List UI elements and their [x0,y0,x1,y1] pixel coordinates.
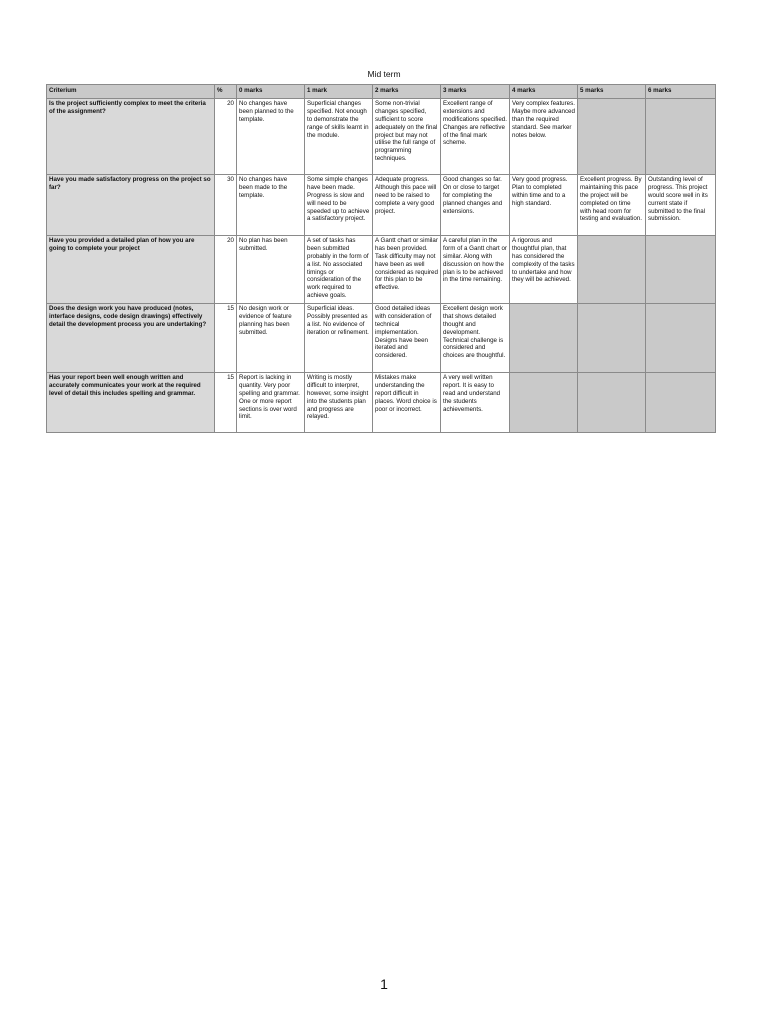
table-row [47,236,716,304]
criterion-cell: Is the project sufficiently complex to meet the criteria of the assignment? [47,99,215,175]
mark-cell: Good detailed ideas with consideration of technical implementation. Designs have been iterated and considered. [373,304,441,373]
mark-cell: Some non-trivial changes specified, sufficient to score adequately on the final project but may not utilise the full range of programming techniques. [373,99,441,175]
mark-cell: A careful plan in the form of a Gantt chart or similar. Along with discussion on how the plan is to be achieved in the time remaining. [441,236,510,304]
mark-cell: No changes have been planned to the template. [237,99,305,175]
empty-mark-cell [510,373,578,433]
mark-cell: Report is lacking in quantity. Very poor spelling and grammar. One or more report sections is over word limit. [237,373,305,433]
table-row [47,373,716,433]
percent-cell: 30 [215,175,237,236]
table-row [47,175,716,236]
empty-mark-cell [646,304,716,373]
mark-cell: Good changes so far. On or close to target for completing the planned changes and extensions. [441,175,510,236]
mark-cell: Outstanding level of progress. This project would score well in its current state if submitted to the final submission. [646,175,716,236]
column-header-3-marks: 3 marks [441,85,510,99]
mark-cell: A rigorous and thoughtful plan, that has considered the complexity of the tasks to undertake and how they will be achieved. [510,236,578,304]
criterion-cell: Have you provided a detailed plan of how you are going to complete your project [47,236,215,304]
mark-cell: No changes have been made to the template. [237,175,305,236]
mark-cell: Superficial changes specified. Not enough to demonstrate the range of skills learnt in the module. [305,99,373,175]
mark-cell: Writing is mostly difficult to interpret, however, some insight into the students plan and progress are relayed. [305,373,373,433]
mark-cell: No design work or evidence of feature planning has been submitted. [237,304,305,373]
column-header-5-marks: 5 marks [578,85,646,99]
mark-cell: Very complex features. Maybe more advanced than the required standard. See marker notes below. [510,99,578,175]
empty-mark-cell [578,373,646,433]
column-header-6-marks: 6 marks [646,85,716,99]
column-header-0-marks: 0 marks [237,85,305,99]
percent-cell: 15 [215,373,237,433]
mark-cell: A Gantt chart or similar has been provided. Task difficulty may not have been as well considered as required for this plan to be effective. [373,236,441,304]
mark-cell: Excellent design work that shows detailed thought and development. Technical challenge is considered and choices are thoughtful. [441,304,510,373]
column-header-4-marks: 4 marks [510,85,578,99]
criterion-cell: Does the design work you have produced (notes, interface designs, code design drawings) effectively detail the development process you are undertaking? [47,304,215,373]
percent-cell: 20 [215,236,237,304]
percent-cell: 15 [215,304,237,373]
empty-mark-cell [646,373,716,433]
mark-cell: A very well written report. It is easy to read and understand the students achievements. [441,373,510,433]
empty-mark-cell [578,99,646,175]
column-header-percent: % [215,85,237,99]
mark-cell: Excellent progress. By maintaining this pace the project will be completed on time with head room for testing and evaluation. [578,175,646,236]
rubric-table [46,84,716,433]
table-row [47,304,716,373]
criterion-cell: Have you made satisfactory progress on the project so far? [47,175,215,236]
mark-cell: Mistakes make understanding the report difficult in places. Word choice is poor or incorrect. [373,373,441,433]
column-header-2-marks: 2 marks [373,85,441,99]
page-title: Mid term [367,69,401,79]
mark-cell: No plan has been submitted. [237,236,305,304]
table-row [47,99,716,175]
empty-mark-cell [578,236,646,304]
header-row [47,85,716,99]
mark-cell: Very good progress. Plan to completed within time and to a high standard. [510,175,578,236]
mark-cell: Adequate progress. Although this pace will need to be raised to complete a very good project. [373,175,441,236]
column-header-1-mark: 1 mark [305,85,373,99]
page-number: 1 [380,976,388,992]
mark-cell: Superficial ideas. Possibly presented as a list. No evidence of iteration or refinement. [305,304,373,373]
empty-mark-cell [646,99,716,175]
column-header-criterium: Criterium [47,85,215,99]
mark-cell: Excellent range of extensions and modifications specified. Changes are reflective of the final mark scheme. [441,99,510,175]
mark-cell: A set of tasks has been submitted probably in the form of a list. No associated timings or consideration of the work required to achieve goals. [305,236,373,304]
empty-mark-cell [510,304,578,373]
empty-mark-cell [646,236,716,304]
mark-cell: Some simple changes have been made. Progress is slow and will need to be speeded up to achieve a satisfactory project. [305,175,373,236]
percent-cell: 20 [215,99,237,175]
empty-mark-cell [578,304,646,373]
criterion-cell: Has your report been well enough written and accurately communicates your work at the required level of detail this includes spelling and grammar. [47,373,215,433]
